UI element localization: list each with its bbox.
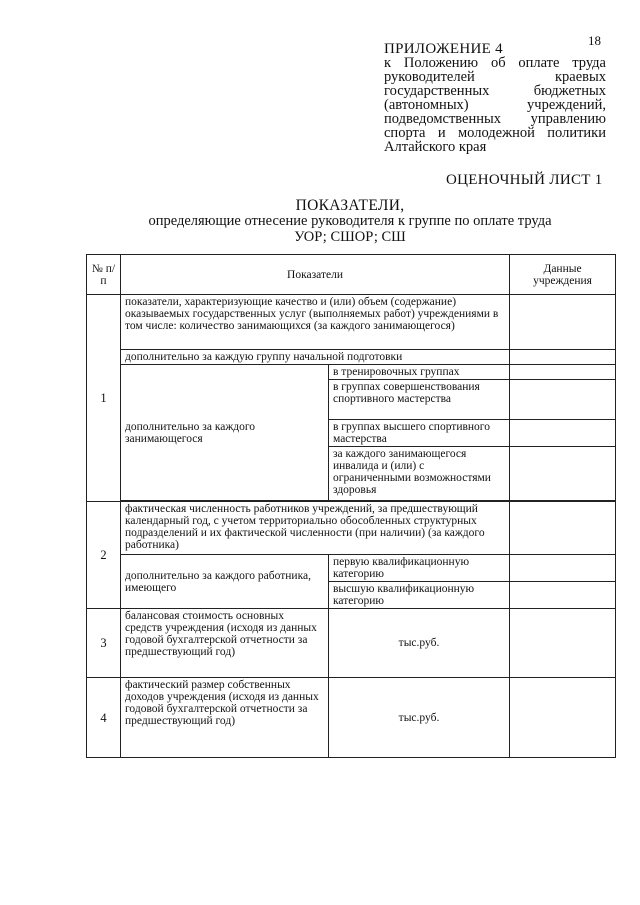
- appendix-line: государственных бюджетных: [384, 83, 606, 99]
- table-header-row: [87, 255, 616, 295]
- data-cell: [510, 350, 616, 365]
- data-cell: [510, 365, 616, 380]
- table-row: [87, 365, 616, 380]
- row1-sub-label: в группах совершенствования спортивного мастерства: [329, 380, 510, 420]
- appendix-title: ПРИЛОЖЕНИЕ 4: [384, 41, 503, 57]
- page-subtitle-groups: УОР; СШОР; СШ: [294, 229, 406, 245]
- table-row: [87, 555, 616, 582]
- table-row: [87, 678, 616, 758]
- row1-sub-label: в группах высшего спортивного мастерства: [329, 420, 510, 447]
- page-title: ПОКАЗАТЕЛИ,: [295, 197, 405, 214]
- appendix-line: руководителей краевых: [384, 69, 606, 85]
- header-num: № п/п: [87, 255, 121, 295]
- row2-extra: дополнительно за каждого работника, имеющего: [121, 555, 329, 609]
- appendix-block: [384, 42, 606, 154]
- appendix-line: подведомственных управлению: [384, 111, 606, 127]
- data-cell: [510, 609, 616, 678]
- table-row: [87, 295, 616, 350]
- appendix-line: (автономных) учреждений,: [384, 97, 606, 113]
- table-row: [87, 502, 616, 555]
- indicators-table: [86, 254, 616, 758]
- page-subtitle: определяющие отнесение руководителя к группе по оплате труда: [148, 213, 552, 229]
- row-number: 3: [87, 609, 121, 678]
- row1-main-text: показатели, характеризующие качество и (или) объем (содержание) оказываемых государственных услуг (выполняемых работ) учреждениями в том числе: количество занимающихся (за каждого занимающегося): [121, 295, 510, 350]
- appendix-line: к Положению об оплате труда: [384, 55, 606, 71]
- row4-unit: тыс.руб.: [329, 678, 510, 758]
- row-number: 1: [87, 295, 121, 502]
- row1-extra-group: дополнительно за каждую группу начальной подготовки: [121, 350, 510, 365]
- data-cell: [510, 678, 616, 758]
- row2-sub-label: первую квалификационную категорию: [329, 555, 510, 582]
- appendix-line: Алтайского края: [384, 139, 487, 155]
- row2-main-text: фактическая численность работников учреждений, за предшествующий календарный год, с учетом территориально обособленных структурных подразделений и их фактической численности (при наличии) (за каждого работника): [121, 502, 510, 555]
- table-row: [87, 350, 616, 365]
- row1-extra-each: дополнительно за каждого занимающегося: [121, 365, 329, 501]
- row3-unit: тыс.руб.: [329, 609, 510, 678]
- appendix-line: спорта и молодежной политики: [384, 125, 606, 141]
- data-cell: [510, 447, 616, 501]
- row-number: 4: [87, 678, 121, 758]
- table-row: [87, 609, 616, 678]
- data-cell: [510, 582, 616, 609]
- row4-text: фактический размер собственных доходов учреждения (исходя из данных годовой бухгалтерской отчетности за предшествующий год): [121, 678, 329, 758]
- page-number: 18: [588, 33, 601, 48]
- data-cell: [510, 380, 616, 420]
- row1-sub-label: в тренировочных группах: [329, 365, 510, 380]
- data-cell: [510, 555, 616, 582]
- row2-sub-label: высшую квалификационную категорию: [329, 582, 510, 609]
- row3-text: балансовая стоимость основных средств учреждения (исходя из данных годовой бухгалтерской отчетности за предшествующий год): [121, 609, 329, 678]
- header-data: Данные учреждения: [510, 255, 616, 295]
- data-cell: [510, 295, 616, 350]
- sheet-label: ОЦЕНОЧНЫЙ ЛИСТ 1: [446, 172, 603, 188]
- row-number: 2: [87, 502, 121, 609]
- data-cell: [510, 420, 616, 447]
- row1-sub-label: за каждого занимающегося инвалида и (или) с ограниченными возможностями здоровья: [329, 447, 510, 501]
- header-indicators: Показатели: [121, 255, 510, 295]
- data-cell: [510, 502, 616, 555]
